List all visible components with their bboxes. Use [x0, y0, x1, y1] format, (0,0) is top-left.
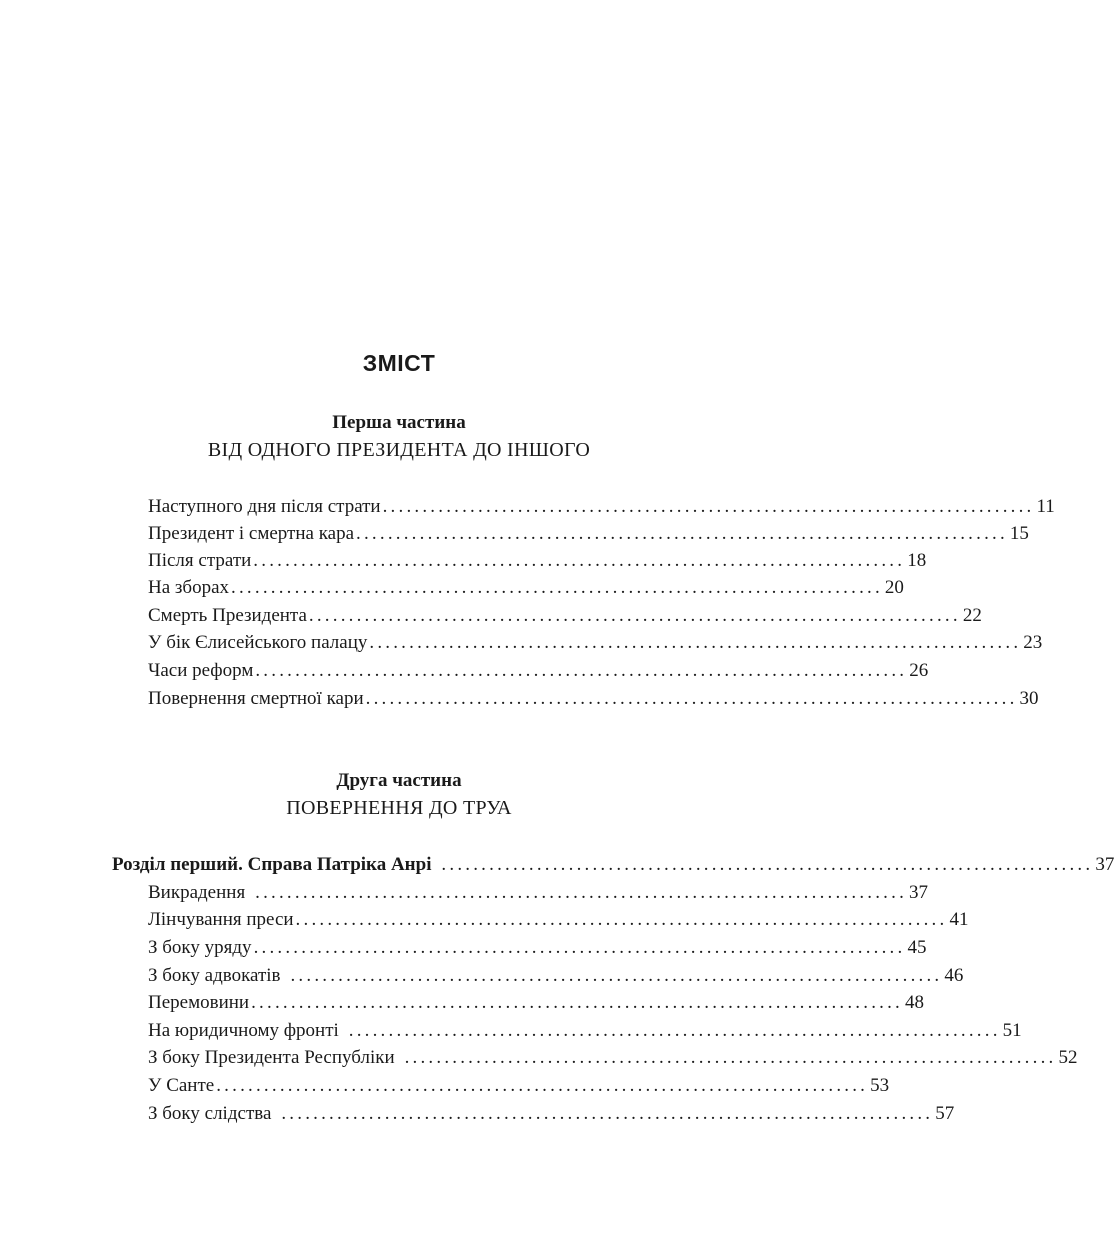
part-two-label: Друга частина	[336, 770, 462, 791]
toc-entry-title: З боку слідства	[148, 1103, 272, 1124]
toc-entry-page: 53	[870, 1075, 890, 1096]
toc-entry-page: 57	[935, 1103, 955, 1124]
toc-entry-page: 45	[907, 937, 927, 958]
toc-entry-title: Лінчування преси	[148, 909, 294, 930]
toc-entry[interactable]	[148, 1044, 1078, 1071]
toc-entry[interactable]	[148, 1072, 890, 1099]
toc-entry-title: У бік Єлисейського палацу	[148, 632, 368, 653]
toc-entry[interactable]	[148, 1017, 1022, 1044]
toc-chapter-title: Розділ перший. Справа Патріка Анрі	[112, 854, 432, 875]
toc-leader-dots: ..................................................................................	[231, 577, 883, 598]
toc-leader-dots: ..................................................................................	[382, 496, 1035, 517]
toc-entry-title: Після страти	[148, 550, 252, 571]
toc-entry-page: 26	[909, 660, 929, 681]
toc-leader-dots: ..................................................................................	[396, 1047, 1057, 1068]
toc-entry[interactable]	[148, 879, 929, 906]
toc-leader-dots: ..................................................................................	[365, 688, 1018, 709]
toc-entry-page: 41	[949, 909, 969, 930]
toc-chapter-page: 37	[1095, 854, 1114, 875]
toc-entry[interactable]	[148, 962, 964, 989]
toc-entry[interactable]	[148, 657, 929, 684]
toc-entry[interactable]	[148, 493, 1055, 520]
part-one-title: ВІД ОДНОГО ПРЕЗИДЕНТА ДО ІНШОГО	[207, 439, 591, 461]
toc-leader-dots: ..................................................................................	[295, 909, 948, 930]
toc-entry-page: 51	[1002, 1020, 1022, 1041]
toc-leader-dots: ..................................................................................	[216, 1075, 869, 1096]
toc-entry-page: 20	[884, 577, 904, 598]
part-two-title: ПОВЕРНЕННЯ ДО ТРУА	[286, 797, 512, 819]
toc-entry[interactable]	[148, 629, 1043, 656]
page-heading: ЗМІСТ	[362, 350, 436, 376]
toc-entry-page: 48	[905, 992, 924, 1013]
toc-entry[interactable]	[148, 934, 927, 961]
toc-entry[interactable]	[148, 547, 927, 574]
toc-entry-title: На зборах	[148, 577, 230, 598]
toc-entry-title: З боку адвокатів	[148, 965, 281, 986]
toc-entry-page: 18	[907, 550, 927, 571]
toc-leader-dots: ..................................................................................	[255, 660, 908, 681]
toc-entry-page: 37	[909, 882, 929, 903]
toc-entry-title: Повернення смертної кари	[148, 688, 364, 709]
toc-entry[interactable]	[148, 520, 1029, 547]
toc-entry[interactable]	[148, 1100, 955, 1127]
toc-entry-title: З боку уряду	[148, 937, 252, 958]
toc-leader-dots: ..................................................................................	[253, 937, 906, 958]
toc-entry[interactable]	[148, 989, 924, 1016]
toc-leader-dots: ..................................................................................	[369, 632, 1022, 653]
toc-entry-page: 11	[1036, 496, 1055, 517]
toc-leader-dots: ..................................................................................	[251, 992, 903, 1013]
toc-leader-dots: ..................................................................................	[247, 882, 908, 903]
toc-entry[interactable]	[148, 602, 982, 629]
toc-entry-title: З боку Президента Республіки	[148, 1047, 395, 1068]
toc-entry[interactable]	[148, 574, 904, 601]
toc-entry-title: Часи реформ	[148, 660, 254, 681]
toc-leader-dots: ..................................................................................	[308, 605, 961, 626]
toc-entry-page: 23	[1023, 632, 1043, 653]
toc-entry-page: 52	[1058, 1047, 1078, 1068]
toc-leader-dots: ..................................................................................	[273, 1103, 934, 1124]
toc-entry-title: Президент і смертна кара	[148, 523, 355, 544]
part-one-label: Перша частина	[332, 412, 466, 433]
toc-entry-title: У Санте	[148, 1075, 215, 1096]
toc-entry[interactable]	[148, 906, 969, 933]
toc-entry-page: 22	[962, 605, 982, 626]
toc-entry-title: Перемовини	[148, 992, 250, 1013]
toc-entry-title: На юридичному фронті	[148, 1020, 339, 1041]
toc-entry-page: 30	[1019, 688, 1039, 709]
toc-chapter-entry[interactable]	[112, 851, 1114, 878]
toc-entry[interactable]	[148, 685, 1039, 712]
toc-entry-page: 46	[944, 965, 964, 986]
toc-entry-page: 15	[1009, 523, 1029, 544]
toc-entry-title: Смерть Президента	[148, 605, 307, 626]
toc-leader-dots: ..................................................................................	[282, 965, 943, 986]
toc-leader-dots: ..................................................................................	[356, 523, 1008, 544]
toc-entry-title: Наступного дня після страти	[148, 496, 381, 517]
toc-leader-dots: ..................................................................................	[340, 1020, 1001, 1041]
toc-leader-dots: ..................................................................................	[253, 550, 906, 571]
toc-leader-dots: ..................................................................................	[433, 854, 1094, 875]
toc-entry-title: Викрадення	[148, 882, 246, 903]
